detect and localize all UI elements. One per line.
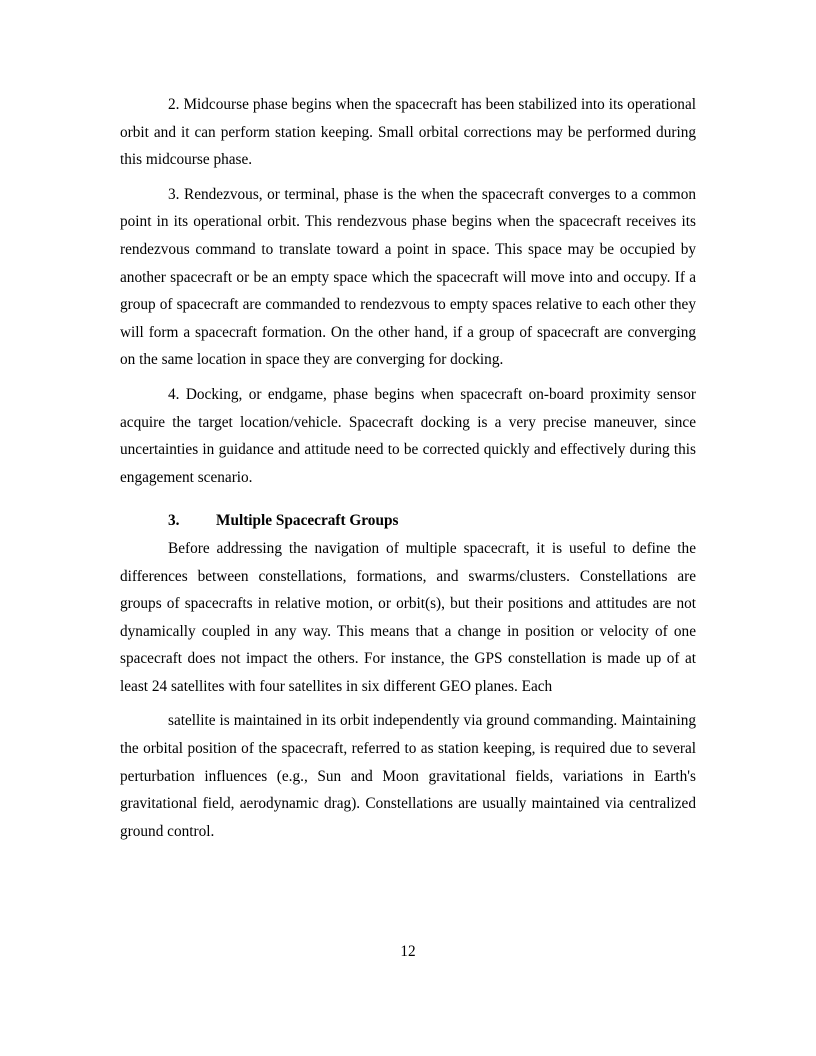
page-number: 12 bbox=[400, 943, 416, 960]
paragraph-midcourse-phase: 2. Midcourse phase begins when the spacecraft has been stabilized into its operational orbit and it can perform station keeping. Small orbital corrections may be performed during this midcourse phase. bbox=[120, 96, 696, 169]
paragraph-rendezvous-phase: 3. Rendezvous, or terminal, phase is the when the spacecraft converges to a common point in its operational orbit. This rendezvous phase begins when the spacecraft receives its rendezvous command to translate toward a point in space. This space may be occupied by another spacecraft or be an empty space which the spacecraft will move into and occupy. If a group of spacecraft are commanded to rendezvous to empty spaces relative to each other they will form a spacecraft formation. On the other hand, if a group of spacecraft are converging on the same location in space they are converging for docking. bbox=[120, 185, 696, 369]
page-body bbox=[120, 91, 696, 845]
paragraph-groups-intro: Before addressing the navigation of multiple spacecraft, it is useful to define the differences between constellations, formations, and swarms/clusters. Constellations are groups of spacecrafts in relative motion, or orbit(s), but their positions and attitudes are not dynamically coupled in any way. This means that a change in position or velocity of one spacecraft does not impact the others. For instance, the GPS constellation is made up of at least 24 satellites with four satellites in six different GEO planes. Each bbox=[120, 539, 696, 695]
section-title: Multiple Spacecraft Groups bbox=[216, 512, 399, 530]
section-number: 3. bbox=[168, 512, 180, 530]
paragraph-docking-phase: 4. Docking, or endgame, phase begins when spacecraft on-board proximity sensor acquire the target location/vehicle. Spacecraft docking is a very precise maneuver, since uncertainties in guidance and attitude need to be corrected quickly and effectively during this engagement scenario. bbox=[120, 385, 696, 486]
paragraph-station-keeping: satellite is maintained in its orbit independently via ground commanding. Maintaining the orbital position of the spacecraft, referred to as station keeping, is required due to several perturbation influences (e.g., Sun and Moon gravitational fields, variations in Earth's gravitational field, aerodynamic drag). Constellations are usually maintained via centralized ground control. bbox=[120, 712, 696, 840]
section-heading bbox=[120, 507, 696, 535]
